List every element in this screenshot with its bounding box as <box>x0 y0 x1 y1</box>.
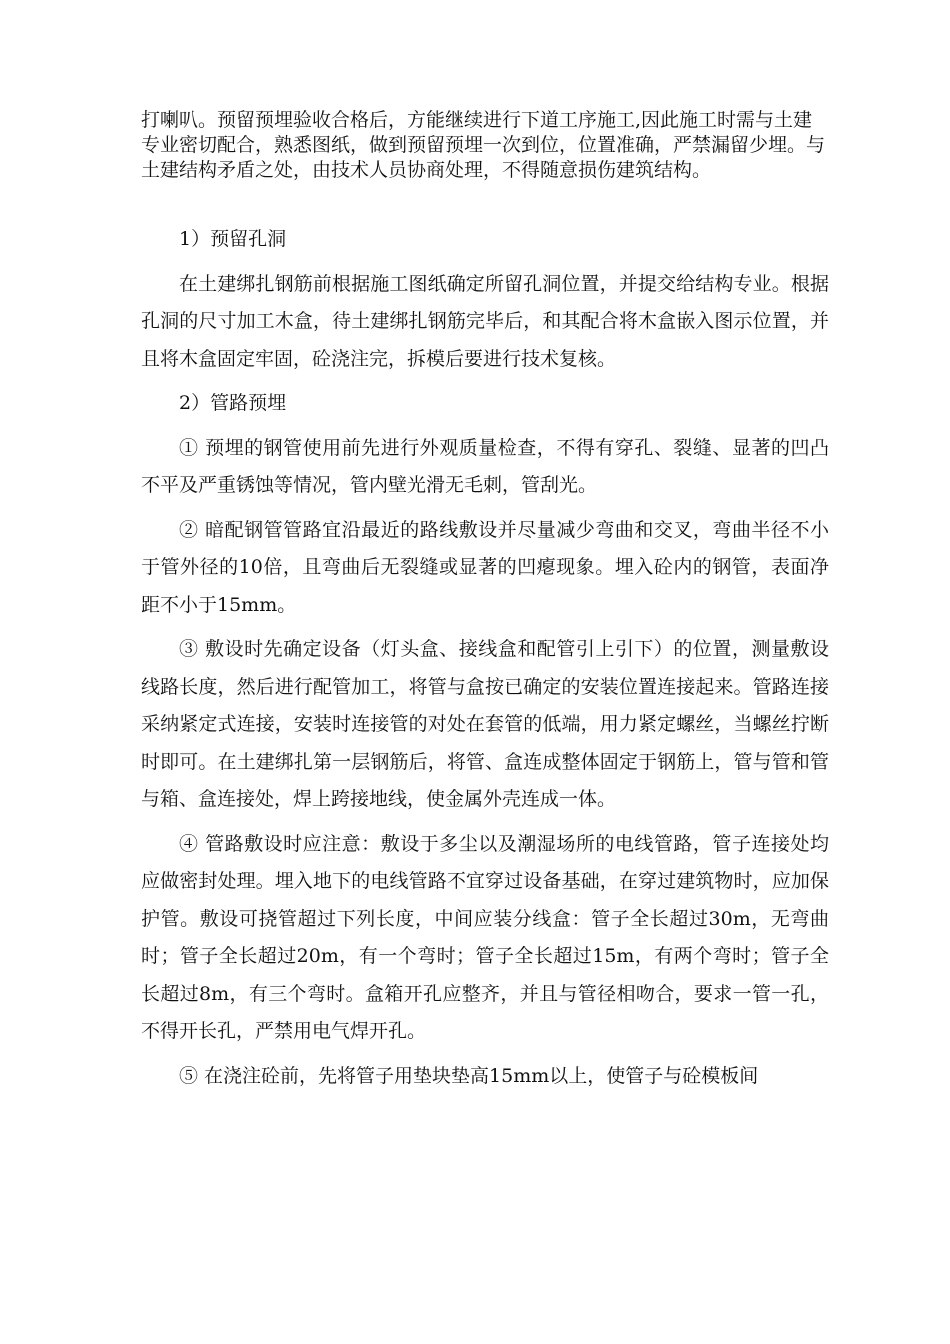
paragraph-continuation: 打喇叭。预留预埋验收合格后，方能继续进行下道工序施工,因此施工时需与土建专业密切配合，熟悉图纸，做到预留预埋一次到位，位置准确，严禁漏留少埋。与土建结构矛盾之处，由技术人员协商处理，不得随意损伤建筑结构。 <box>141 109 826 181</box>
section-heading-pipe-embedding: 2）管路预埋 <box>179 392 287 414</box>
paragraph-item-2: ② 暗配钢管管路宜沿最近的路线敷设并尽量减少弯曲和交叉，弯曲半径不小于管外径的10倍，且弯曲后无裂缝或显著的凹瘪现象。埋入砼内的钢管，表面净距不小于15mm。 <box>141 518 829 616</box>
paragraph-reserved-holes: 在土建绑扎钢筋前根据施工图纸确定所留孔洞位置，并提交给结构专业。根据孔洞的尺寸加工木盒，待土建绑扎钢筋完毕后，和其配合将木盒嵌入图示位置，并且将木盒固定牢固，砼浇注完，拆模后要进行技术复核。 <box>141 272 829 370</box>
paragraph-item-3: ③ 敷设时先确定设备（灯头盒、接线盒和配管引上引下）的位置，测量敷设线路长度，然后进行配管加工，将管与盒按已确定的安装位置连接起来。管路连接采纳紧定式连接，安装时连接管的对处在套管的低端，用力紧定螺丝，当螺丝拧断时即可。在土建绑扎第一层钢筋后，将管、盒连成整体固定于钢筋上，管与管和管与箱、盒连接处，焊上跨接地线，使金属外壳连成一体。 <box>141 638 829 810</box>
section-heading-reserved-holes: 1）预留孔洞 <box>179 228 287 250</box>
paragraph-item-4: ④ 管路敷设时应注意：敷设于多尘以及潮湿场所的电线管路，管子连接处均应做密封处理。埋入地下的电线管路不宜穿过设备基础，在穿过建筑物时，应加保护管。敷设可挠管超过下列长度，中间应装分线盒：管子全长超过30m，无弯曲时；管子全长超过20m，有一个弯时；管子全长超过15m，有两个弯时；管子全长超过8m，有三个弯时。盒箱开孔应整齐，并且与管径相吻合，要求一管一孔，不得开长孔，严禁用电气焊开孔。 <box>141 832 829 1042</box>
document-body <box>141 221 829 1102</box>
paragraph-item-5: ⑤ 在浇注砼前，先将管子用垫块垫高15mm以上，使管子与砼模板间 <box>179 1064 759 1087</box>
paragraph-item-1: ① 预埋的钢管使用前先进行外观质量检查，不得有穿孔、裂缝、显著的凹凸不平及严重锈蚀等情况，管内壁光滑无毛刺，管刮光。 <box>141 436 829 496</box>
